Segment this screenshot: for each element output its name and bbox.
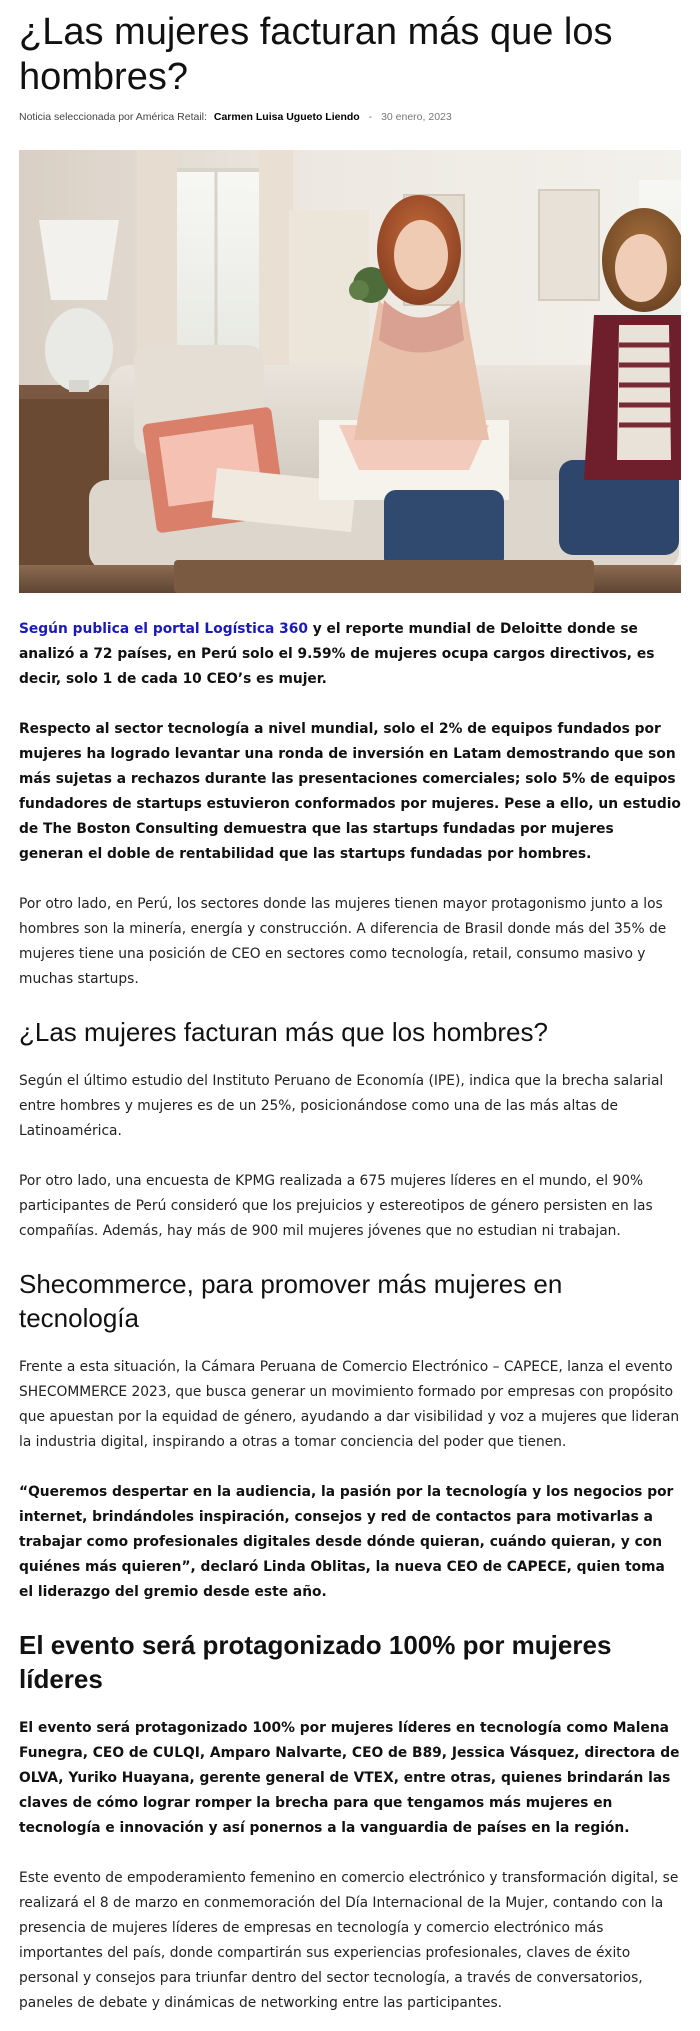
paragraph-7-quote: “Queremos despertar en la audiencia, la pasión por la tecnología y los negocios por internet, brindándoles inspiración, consejos y red de contactos para motivarlas a trabajar como profesionales digitales desde dónde quieran, cuándo quieran, y con quiénes más quieren”, declaró Linda Oblitas, la nueva CEO de CAPECE, quien toma el liderazgo del gremio desde este año. [19, 1484, 674, 1600]
section-heading-3: El evento será protagonizado 100% por mujeres líderes [19, 1630, 612, 1694]
hero-image [19, 150, 681, 593]
meta-separator: - [368, 111, 373, 123]
meta-label: Noticia seleccionada por América Retail: [19, 111, 207, 123]
section-heading-1: ¿Las mujeres facturan más que los hombres? [19, 1017, 548, 1047]
article-title: ¿Las mujeres facturan más que los hombres? [19, 11, 613, 98]
paragraph-2: Respecto al sector tecnología a nivel mundial, solo el 2% de equipos fundados por mujeres ha logrado levantar una ronda de inversión en Latam demostrando que son más sujetas a rechazos durante las presentaciones comerciales; solo 5% de equipos fundadores de startups estuvieron conformados por mujeres. Pese a ello, un estudio de The Boston Consulting demuestra que las startups fundadas por mujeres generan el doble de rentabilidad que las startups fundadas por hombres. [19, 721, 681, 862]
paragraph-5: Por otro lado, una encuesta de KPMG realizada a 675 mujeres líderes en el mundo, el 90% participantes de Perú consideró que los prejuicios y estereotipos de género persisten en las compañías. Además, hay más de 900 mil mujeres jóvenes que no estudian ni trabajan. [19, 1173, 653, 1239]
publish-date: 30 enero, 2023 [381, 111, 452, 123]
paragraph-4: Según el último estudio del Instituto Peruano de Economía (IPE), indica que la brecha salarial entre hombres y mujeres es de un 25%, posicionándose como una de las más altas de Latinoamérica. [19, 1073, 664, 1139]
section-heading-2: Shecommerce, para promover más mujeres en tecnología [19, 1269, 563, 1333]
article [19, 0, 681, 2016]
paragraph-1 [19, 617, 681, 692]
author-link[interactable]: Carmen Luisa Ugueto Liendo [213, 111, 360, 123]
paragraph-1-text: y el reporte mundial de Deloitte donde se analizó a 72 países, en Perú solo el 9.59% de mujeres ocupa cargos directivos, es decir, solo 1 de cada 10 CEO’s es mujer. [19, 621, 655, 687]
paragraph-3: Por otro lado, en Perú, los sectores donde las mujeres tienen mayor protagonismo junto a los hombres son la minería, energía y construcción. A diferencia de Brasil donde más del 35% de mujeres tiene una posición de CEO en sectores como tecnología, retail, consumo masivo y muchas startups. [19, 896, 667, 987]
paragraph-9: Este evento de empoderamiento femenino en comercio electrónico y transformación digital, se realizará el 8 de marzo en conmemoración del Día Internacional de la Mujer, contando con la presencia de mujeres líderes de empresas en tecnología y comercio electrónico más importantes del país, donde compartirán sus experiencias profesionales, claves de éxito personal y consejos para triunfar dentro del sector tecnología, a través de conversatorios, paneles de debate y dinámicas de networking entre las participantes. [19, 1870, 679, 2011]
paragraph-6: Frente a esta situación, la Cámara Peruana de Comercio Electrónico – CAPECE, lanza el evento SHECOMMERCE 2023, que busca generar un movimiento formado por empresas con propósito que apuestan por la equidad de género, ayudando a dar visibilidad y voz a mujeres que lideran la industria digital, inspirando a otras a tomar conciencia del poder que tienen. [19, 1359, 680, 1450]
article-meta [19, 110, 681, 124]
paragraph-8: El evento será protagonizado 100% por mujeres líderes en tecnología como Malena Funegra, CEO de CULQI, Amparo Nalvarte, CEO de B89, Jessica Vásquez, directora de OLVA, Yuriko Huayana, gerente general de VTEX, entre otras, quienes brindarán las claves de cómo lograr romper la brecha para que tengamos más mujeres en tecnología e innovación y así ponernos a la vanguardia de países en la región. [19, 1720, 680, 1836]
source-link[interactable]: Según publica el portal Logística 360 [19, 621, 308, 637]
